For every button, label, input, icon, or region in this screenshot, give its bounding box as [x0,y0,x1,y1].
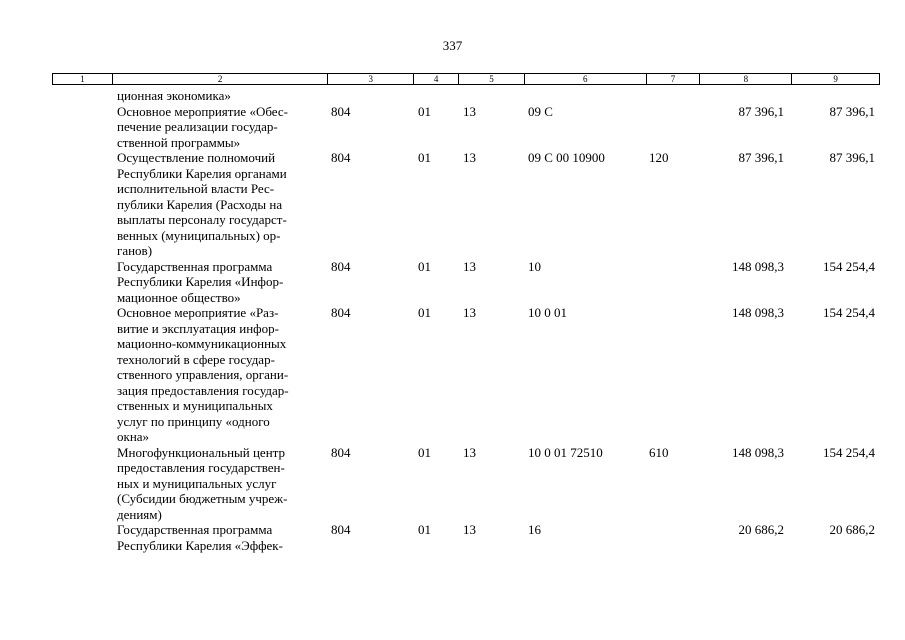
amount-year-2: 154 254,4 [823,258,875,274]
table-row [0,150,905,259]
description-line: Многофункциональный центр [117,444,285,460]
ministry-code: 804 [331,258,351,274]
ministry-code: 804 [331,522,351,537]
description-line: выплаты персоналу государст- [117,212,287,227]
table-row [0,259,905,306]
table-row [0,104,905,151]
amount-year-2: 87 396,1 [829,150,875,165]
expense-type-code: 610 [649,444,669,460]
section-code: 01 [418,258,431,274]
description-line: венных (муниципальных) ор- [117,227,281,243]
description-line: публики Карелия (Расходы на [117,196,283,212]
row-description [117,88,327,104]
ministry-code: 804 [331,150,351,165]
target-article-code: 10 0 01 [528,305,567,320]
amount-year-2: 20 686,2 [829,522,875,537]
subsection-code: 13 [463,522,476,537]
header-col-3: 3 [328,74,414,84]
amount-year-1: 20 686,2 [738,522,784,537]
description-line: Республики Карелия «Инфор- [117,274,284,289]
description-line: ных и муниципальных услуг [117,475,277,491]
header-col-7: 7 [647,74,701,84]
header-col-9: 9 [833,74,838,84]
row-description [117,259,327,306]
description-line: зация предоставления государ- [117,382,289,398]
table-row [0,445,905,523]
description-line: исполнительной власти Рес- [117,181,275,196]
amount-year-2: 154 254,4 [823,444,875,460]
description-line: услуг по принципу «одного [117,413,270,429]
page-number: 337 [442,38,463,53]
subsection-code: 13 [463,150,476,165]
row-description [117,522,327,553]
description-line: Осуществление полномочий [117,150,276,165]
description-line: мационно-коммуникационных [117,336,287,351]
target-article-code: 10 0 01 72510 [528,444,603,460]
expense-type-code: 120 [649,150,669,165]
description-line: ционная экономика» [117,88,231,103]
ministry-code: 804 [331,305,351,320]
description-line: ственных и муниципальных [117,398,273,413]
section-code: 01 [418,522,431,537]
table-row [0,305,905,445]
description-line: ганов) [117,243,153,258]
target-article-code: 09 С [528,103,553,119]
description-line: технологий в сфере государ- [117,351,275,367]
ministry-code: 804 [331,444,351,460]
header-col-8: 8 [700,74,792,84]
header-col-6: 6 [525,74,647,84]
target-article-code: 09 С 00 10900 [528,150,605,165]
description-line: витие и эксплуатация инфор- [117,320,279,336]
amount-year-1: 87 396,1 [738,103,784,119]
description-line: ственной программы» [117,134,241,150]
row-description [117,104,327,151]
amount-year-1: 148 098,3 [732,258,784,274]
description-line: Республики Карелия органами [117,165,287,181]
target-article-code: 16 [528,522,541,537]
section-code: 01 [418,305,431,320]
header-col-4: 4 [414,74,459,84]
header-col-5: 5 [459,74,525,84]
table-body [0,88,905,553]
target-article-code: 10 [528,258,541,274]
amount-year-2: 154 254,4 [823,305,875,320]
description-line: Республики Карелия «Эффек- [117,537,283,553]
subsection-code: 13 [463,103,476,119]
section-code: 01 [418,150,431,165]
description-line: окна» [117,429,150,444]
description-line: ственного управления, органи- [117,367,289,382]
table-row [0,88,905,104]
subsection-code: 13 [463,444,476,460]
description-line: мационное общество» [117,289,241,305]
subsection-code: 13 [463,258,476,274]
description-line: дениям) [117,506,162,522]
amount-year-1: 87 396,1 [738,150,784,165]
description-line: Государственная программа [117,258,273,274]
ministry-code: 804 [331,103,351,119]
description-line: предоставления государствен- [117,460,285,475]
header-col-2: 2 [113,74,328,84]
table-row [0,522,905,553]
subsection-code: 13 [463,305,476,320]
description-line: Основное мероприятие «Обес- [117,103,288,119]
description-line: печение реализации государ- [117,119,278,134]
description-line: Государственная программа [117,522,273,537]
header-col-1: 1 [53,74,113,84]
row-description [117,305,327,445]
row-description [117,150,327,259]
section-code: 01 [418,103,431,119]
description-line: (Субсидии бюджетным учреж- [117,491,288,506]
amount-year-1: 148 098,3 [732,444,784,460]
description-line: Основное мероприятие «Раз- [117,305,279,320]
table-header [52,73,880,85]
section-code: 01 [418,444,431,460]
amount-year-1: 148 098,3 [732,305,784,320]
amount-year-2: 87 396,1 [829,103,875,119]
row-description [117,445,327,523]
